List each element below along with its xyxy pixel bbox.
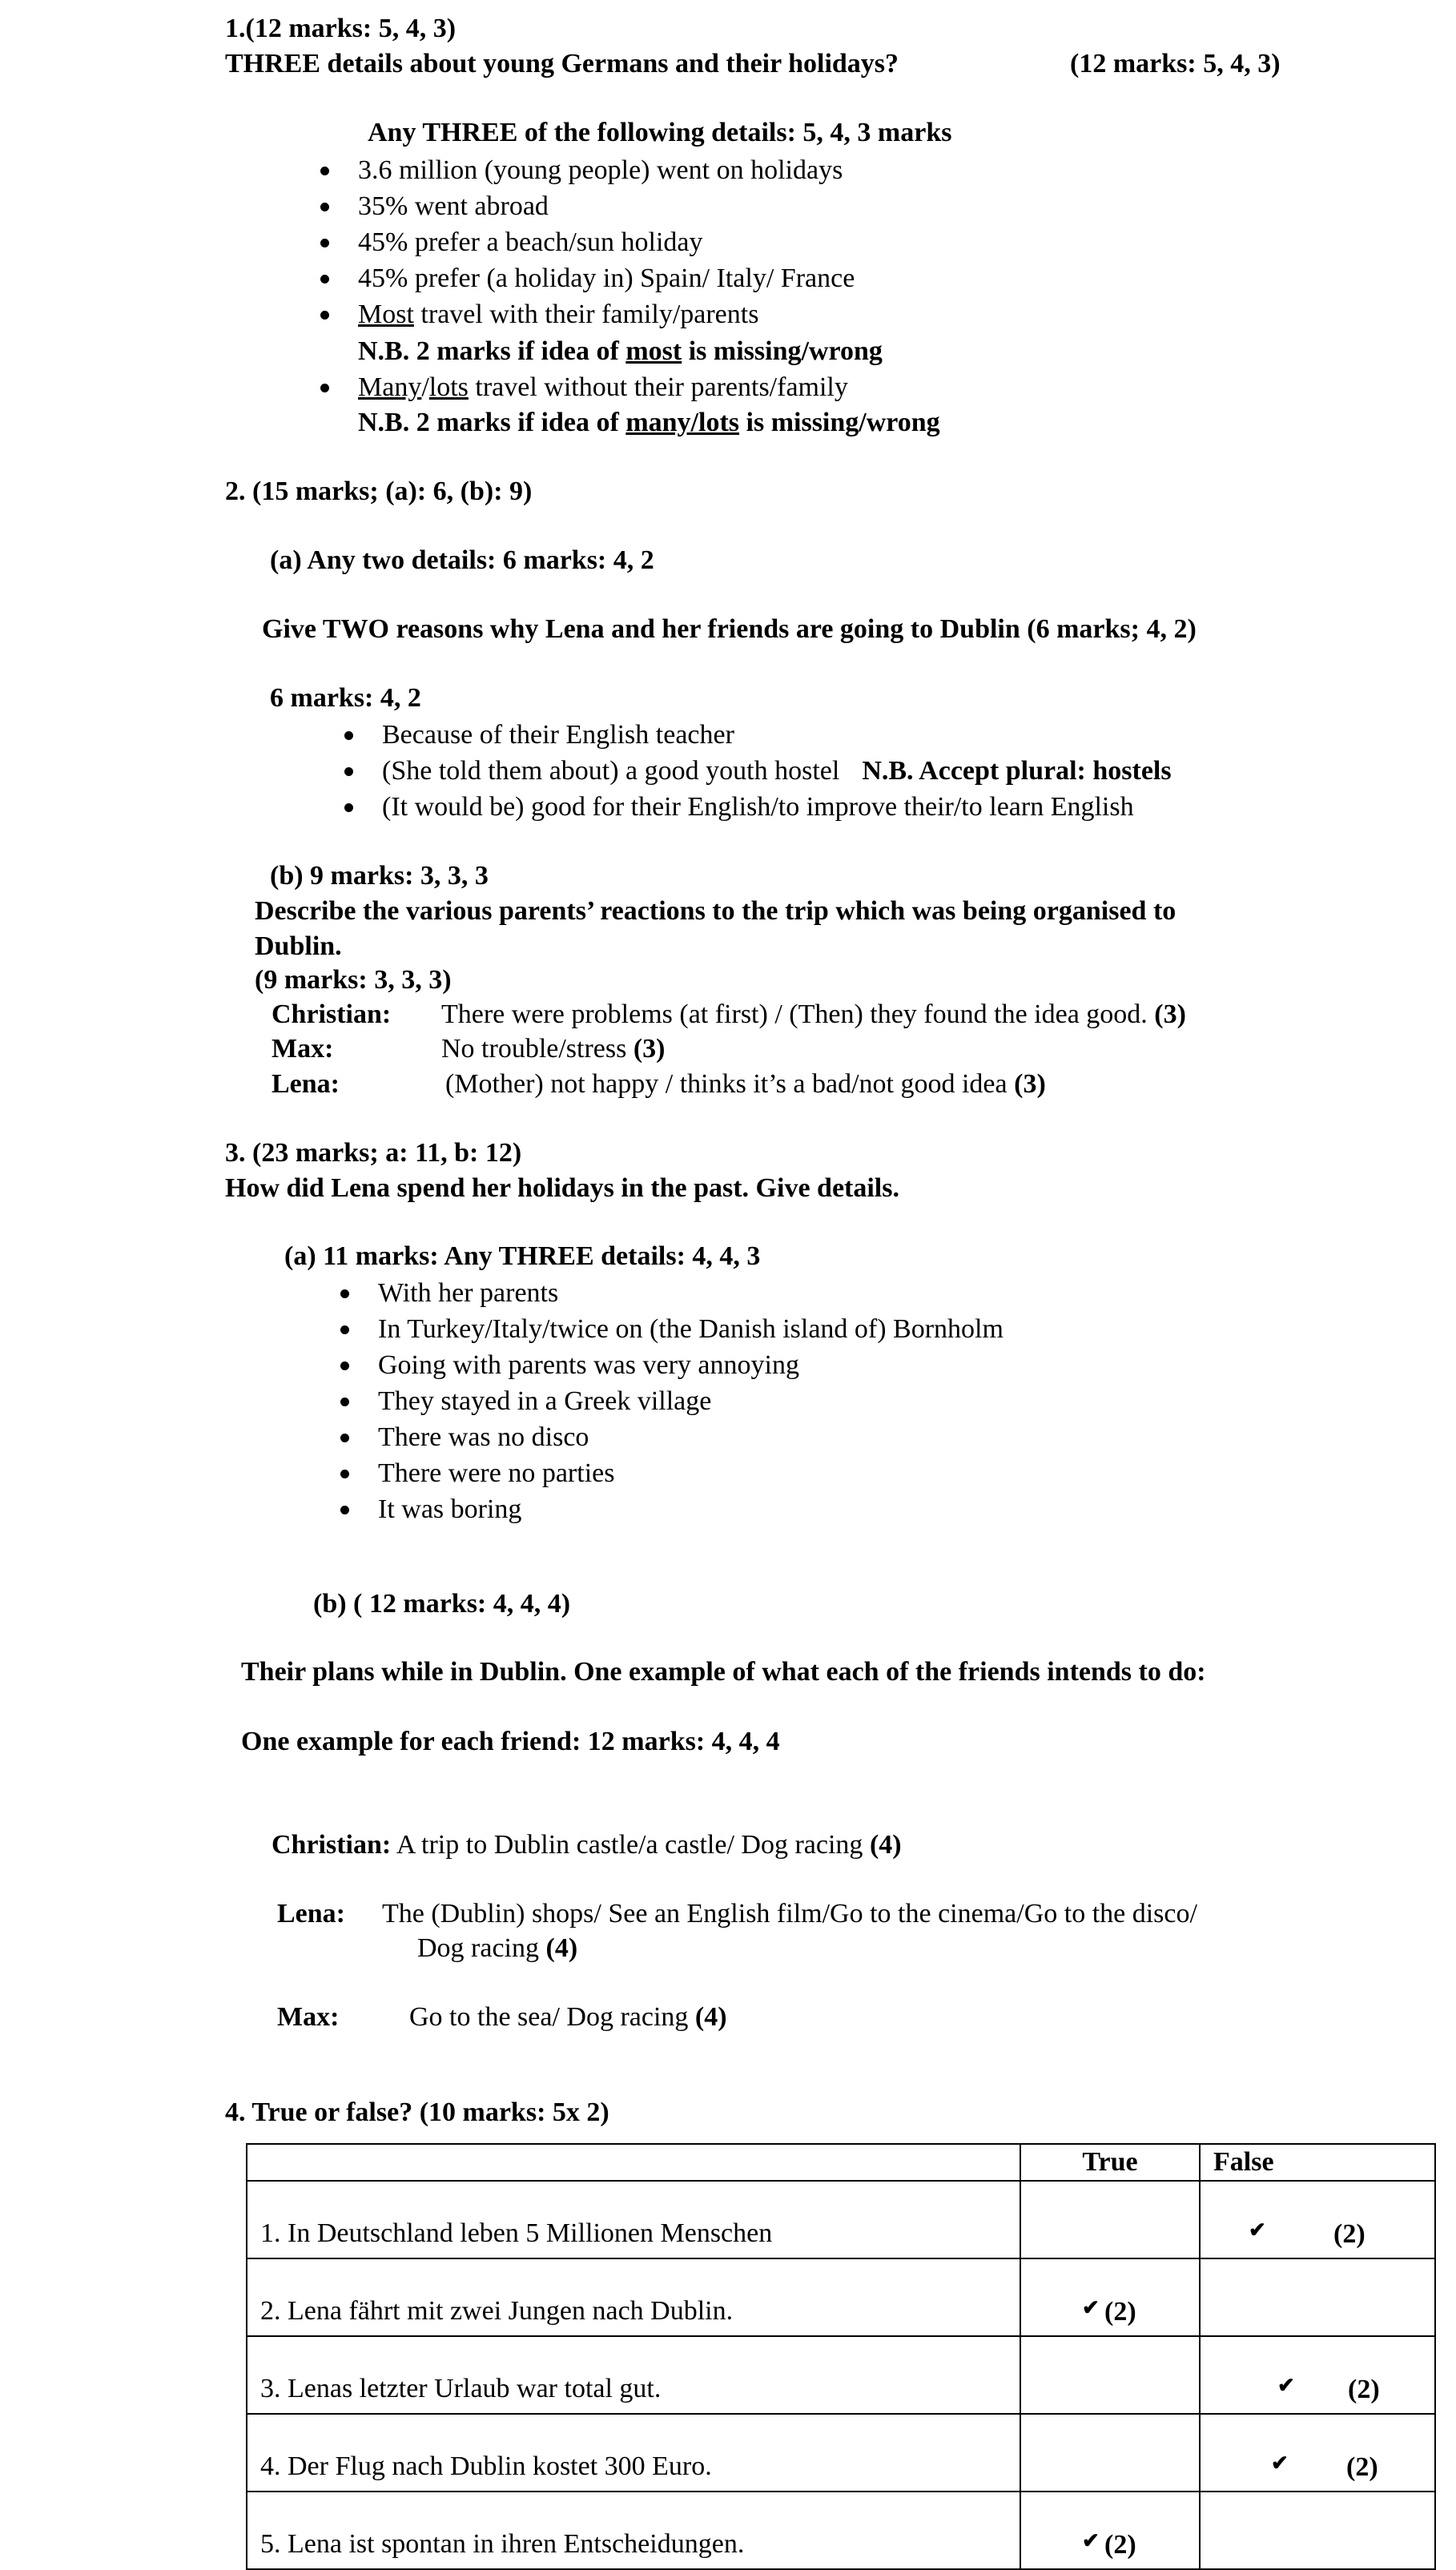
list-item: In Turkey/Italy/twice on (the Danish island of) Bornholm [378, 1311, 1004, 1347]
note-underlined: many/lots [625, 408, 740, 437]
list-item [358, 296, 855, 332]
q1-answer-header: Any THREE of the following details: 5, 4, 3 marks [368, 118, 952, 147]
friend-text: Dog racing [417, 1933, 546, 1963]
slash: / [421, 372, 429, 402]
q3b-plans: Their plans while in Dublin. One example of what each of the friends intends to do: [241, 1657, 1206, 1687]
q1-question-marks: (12 marks: 5, 4, 3) [1070, 49, 1281, 78]
true-cell [1020, 2492, 1200, 2569]
statement-cell: 4. Der Flug nach Dublin kostet 300 Euro. [247, 2414, 1020, 2492]
q3a-answer-list [378, 1275, 1004, 1527]
q2b-name-lena: Lena: [271, 1069, 340, 1099]
answer-mark: (3) [1014, 1069, 1046, 1099]
true-cell [1020, 2414, 1200, 2492]
q3-title: 3. (23 marks; a: 11, b: 12) [225, 1138, 522, 1168]
q3a-header: (a) 11 marks: Any THREE details: 4, 4, 3 [284, 1241, 761, 1271]
q4-title: 4. True or false? (10 marks: 5x 2) [225, 2097, 609, 2127]
true-cell [1020, 2336, 1200, 2414]
statement-cell: 3. Lenas letzter Urlaub war total gut. [247, 2336, 1020, 2414]
hostel-note: N.B. Accept plural: hostels [862, 756, 1172, 786]
header-statement [247, 2144, 1020, 2181]
table-row [247, 2414, 1435, 2492]
answer-text: There were problems (at first) / (Then) they found the idea good. [441, 999, 1155, 1029]
friend-text: Go to the sea/ Dog racing [409, 2002, 695, 2032]
answer-mark: (3) [1154, 999, 1186, 1029]
list-item: They stayed in a Greek village [378, 1383, 1004, 1419]
q1-title: 1.(12 marks: 5, 4, 3) [225, 14, 457, 43]
q3b-max-name: Max: [277, 2002, 340, 2032]
note-text: is missing/wrong [739, 408, 940, 437]
friend-mark: (4) [545, 1933, 578, 1963]
statement-cell: 1. In Deutschland leben 5 Millionen Menschen [247, 2181, 1020, 2258]
q3b-example: One example for each friend: 12 marks: 4, 4, 4 [241, 1727, 780, 1756]
q2b-question-line1: Describe the various parents’ reactions to the trip which was being organised to [255, 896, 1176, 926]
row-mark: (2) [1333, 2219, 1366, 2250]
table-row [247, 2258, 1435, 2336]
q3b-header: (b) ( 12 marks: 4, 4, 4) [313, 1589, 571, 1619]
header-true: True [1020, 2144, 1200, 2181]
list-item: Because of their English teacher [382, 717, 1172, 753]
true-cell [1020, 2258, 1200, 2336]
q3b-lena-text2 [417, 1931, 577, 1966]
list-item: There was no disco [378, 1419, 1004, 1455]
friend-mark: (4) [694, 2002, 727, 2032]
list-item [358, 369, 848, 405]
q2b-answer-lena [445, 1067, 1046, 1102]
q3b-lena-name: Lena: [277, 1899, 345, 1929]
checkmark-icon: ✔ [1271, 2451, 1289, 2475]
false-cell [1200, 2336, 1435, 2414]
row-mark: (2) [1348, 2375, 1380, 2405]
false-cell [1200, 2414, 1435, 2492]
many-item-text: travel without their parents/family [468, 372, 848, 402]
true-false-table [246, 2143, 1436, 2570]
checkmark-icon: ✔ [1082, 2529, 1100, 2553]
q2a-marks: 6 marks: 4, 2 [270, 683, 421, 713]
list-item: It was boring [378, 1491, 1004, 1527]
table-row [247, 2181, 1435, 2258]
answer-text: No trouble/stress [441, 1034, 633, 1064]
list-item: With her parents [378, 1275, 1004, 1311]
q3b-max-text [409, 2000, 727, 2035]
note-underlined: most [625, 336, 682, 366]
row-mark: (2) [1104, 2297, 1136, 2327]
list-item: 35% went abroad [358, 188, 855, 224]
row-mark: (2) [1346, 2452, 1378, 2483]
q2b-answer-max [441, 1032, 666, 1067]
q1-note-most [358, 334, 883, 369]
q3b-lena-text: The (Dublin) shops/ See an English film/Go to the cinema/Go to the disco/ [382, 1899, 1197, 1929]
list-item [382, 753, 1172, 789]
table-header-row [247, 2144, 1435, 2181]
most-word: Most [358, 300, 414, 329]
list-item: There were no parties [378, 1455, 1004, 1491]
q3-question: How did Lena spend her holidays in the past. Give details. [225, 1173, 899, 1203]
q1-question: THREE details about young Germans and their holidays? [225, 49, 899, 78]
friend-name: Christian: [271, 1830, 392, 1860]
table-row [247, 2336, 1435, 2414]
q3b-christian [271, 1828, 902, 1863]
checkmark-icon: ✔ [1082, 2296, 1100, 2320]
q1-answer-list [358, 152, 855, 332]
friend-text: A trip to Dublin castle/a castle/ Dog racing [391, 1830, 870, 1860]
q2b-question-line2: Dublin. [255, 931, 342, 961]
q2b-name-christian: Christian: [271, 999, 392, 1029]
q2-title: 2. (15 marks; (a): 6, (b): 9) [225, 477, 533, 506]
answer-mark: (3) [633, 1034, 666, 1064]
row-mark: (2) [1104, 2530, 1136, 2560]
answer-text: (Mother) not happy / thinks it’s a bad/not good idea [445, 1069, 1015, 1099]
q1-note-many [358, 405, 940, 440]
most-item-text: travel with their family/parents [413, 300, 759, 329]
false-cell [1200, 2492, 1435, 2569]
true-cell [1020, 2181, 1200, 2258]
list-item: 45% prefer a beach/sun holiday [358, 224, 855, 260]
list-item: Going with parents was very annoying [378, 1347, 1004, 1383]
statement-cell: 5. Lena ist spontan in ihren Entscheidungen. [247, 2492, 1020, 2569]
list-item: 45% prefer (a holiday in) Spain/ Italy/ France [358, 260, 855, 296]
list-item: 3.6 million (young people) went on holidays [358, 152, 855, 188]
q2b-name-max: Max: [271, 1034, 334, 1064]
note-text: N.B. 2 marks if idea of [358, 336, 626, 366]
hostel-text: (She told them about) a good youth hostel [382, 756, 840, 786]
note-text: N.B. 2 marks if idea of [358, 408, 626, 437]
checkmark-icon: ✔ [1249, 2218, 1266, 2242]
list-item: (It would be) good for their English/to improve their/to learn English [382, 789, 1172, 825]
q1-answer-list-2 [358, 369, 848, 405]
lots-word: lots [428, 372, 469, 402]
header-false: False [1200, 2144, 1435, 2181]
q2b-answer-christian [441, 997, 1186, 1032]
q2a-answer-list [382, 717, 1172, 825]
q2a-question: Give TWO reasons why Lena and her friends are going to Dublin (6 marks; 4, 2) [262, 614, 1197, 644]
many-word: Many [358, 372, 422, 402]
note-text: is missing/wrong [682, 336, 883, 366]
friend-mark: (4) [869, 1830, 902, 1860]
false-cell [1200, 2258, 1435, 2336]
false-cell [1200, 2181, 1435, 2258]
q2a-header: (a) Any two details: 6 marks: 4, 2 [270, 545, 654, 575]
q2b-header: (b) 9 marks: 3, 3, 3 [270, 861, 489, 891]
q2b-marks: (9 marks: 3, 3, 3) [255, 965, 452, 995]
checkmark-icon: ✔ [1277, 2374, 1295, 2398]
statement-cell: 2. Lena fährt mit zwei Jungen nach Dublin. [247, 2258, 1020, 2336]
table-row [247, 2492, 1435, 2569]
